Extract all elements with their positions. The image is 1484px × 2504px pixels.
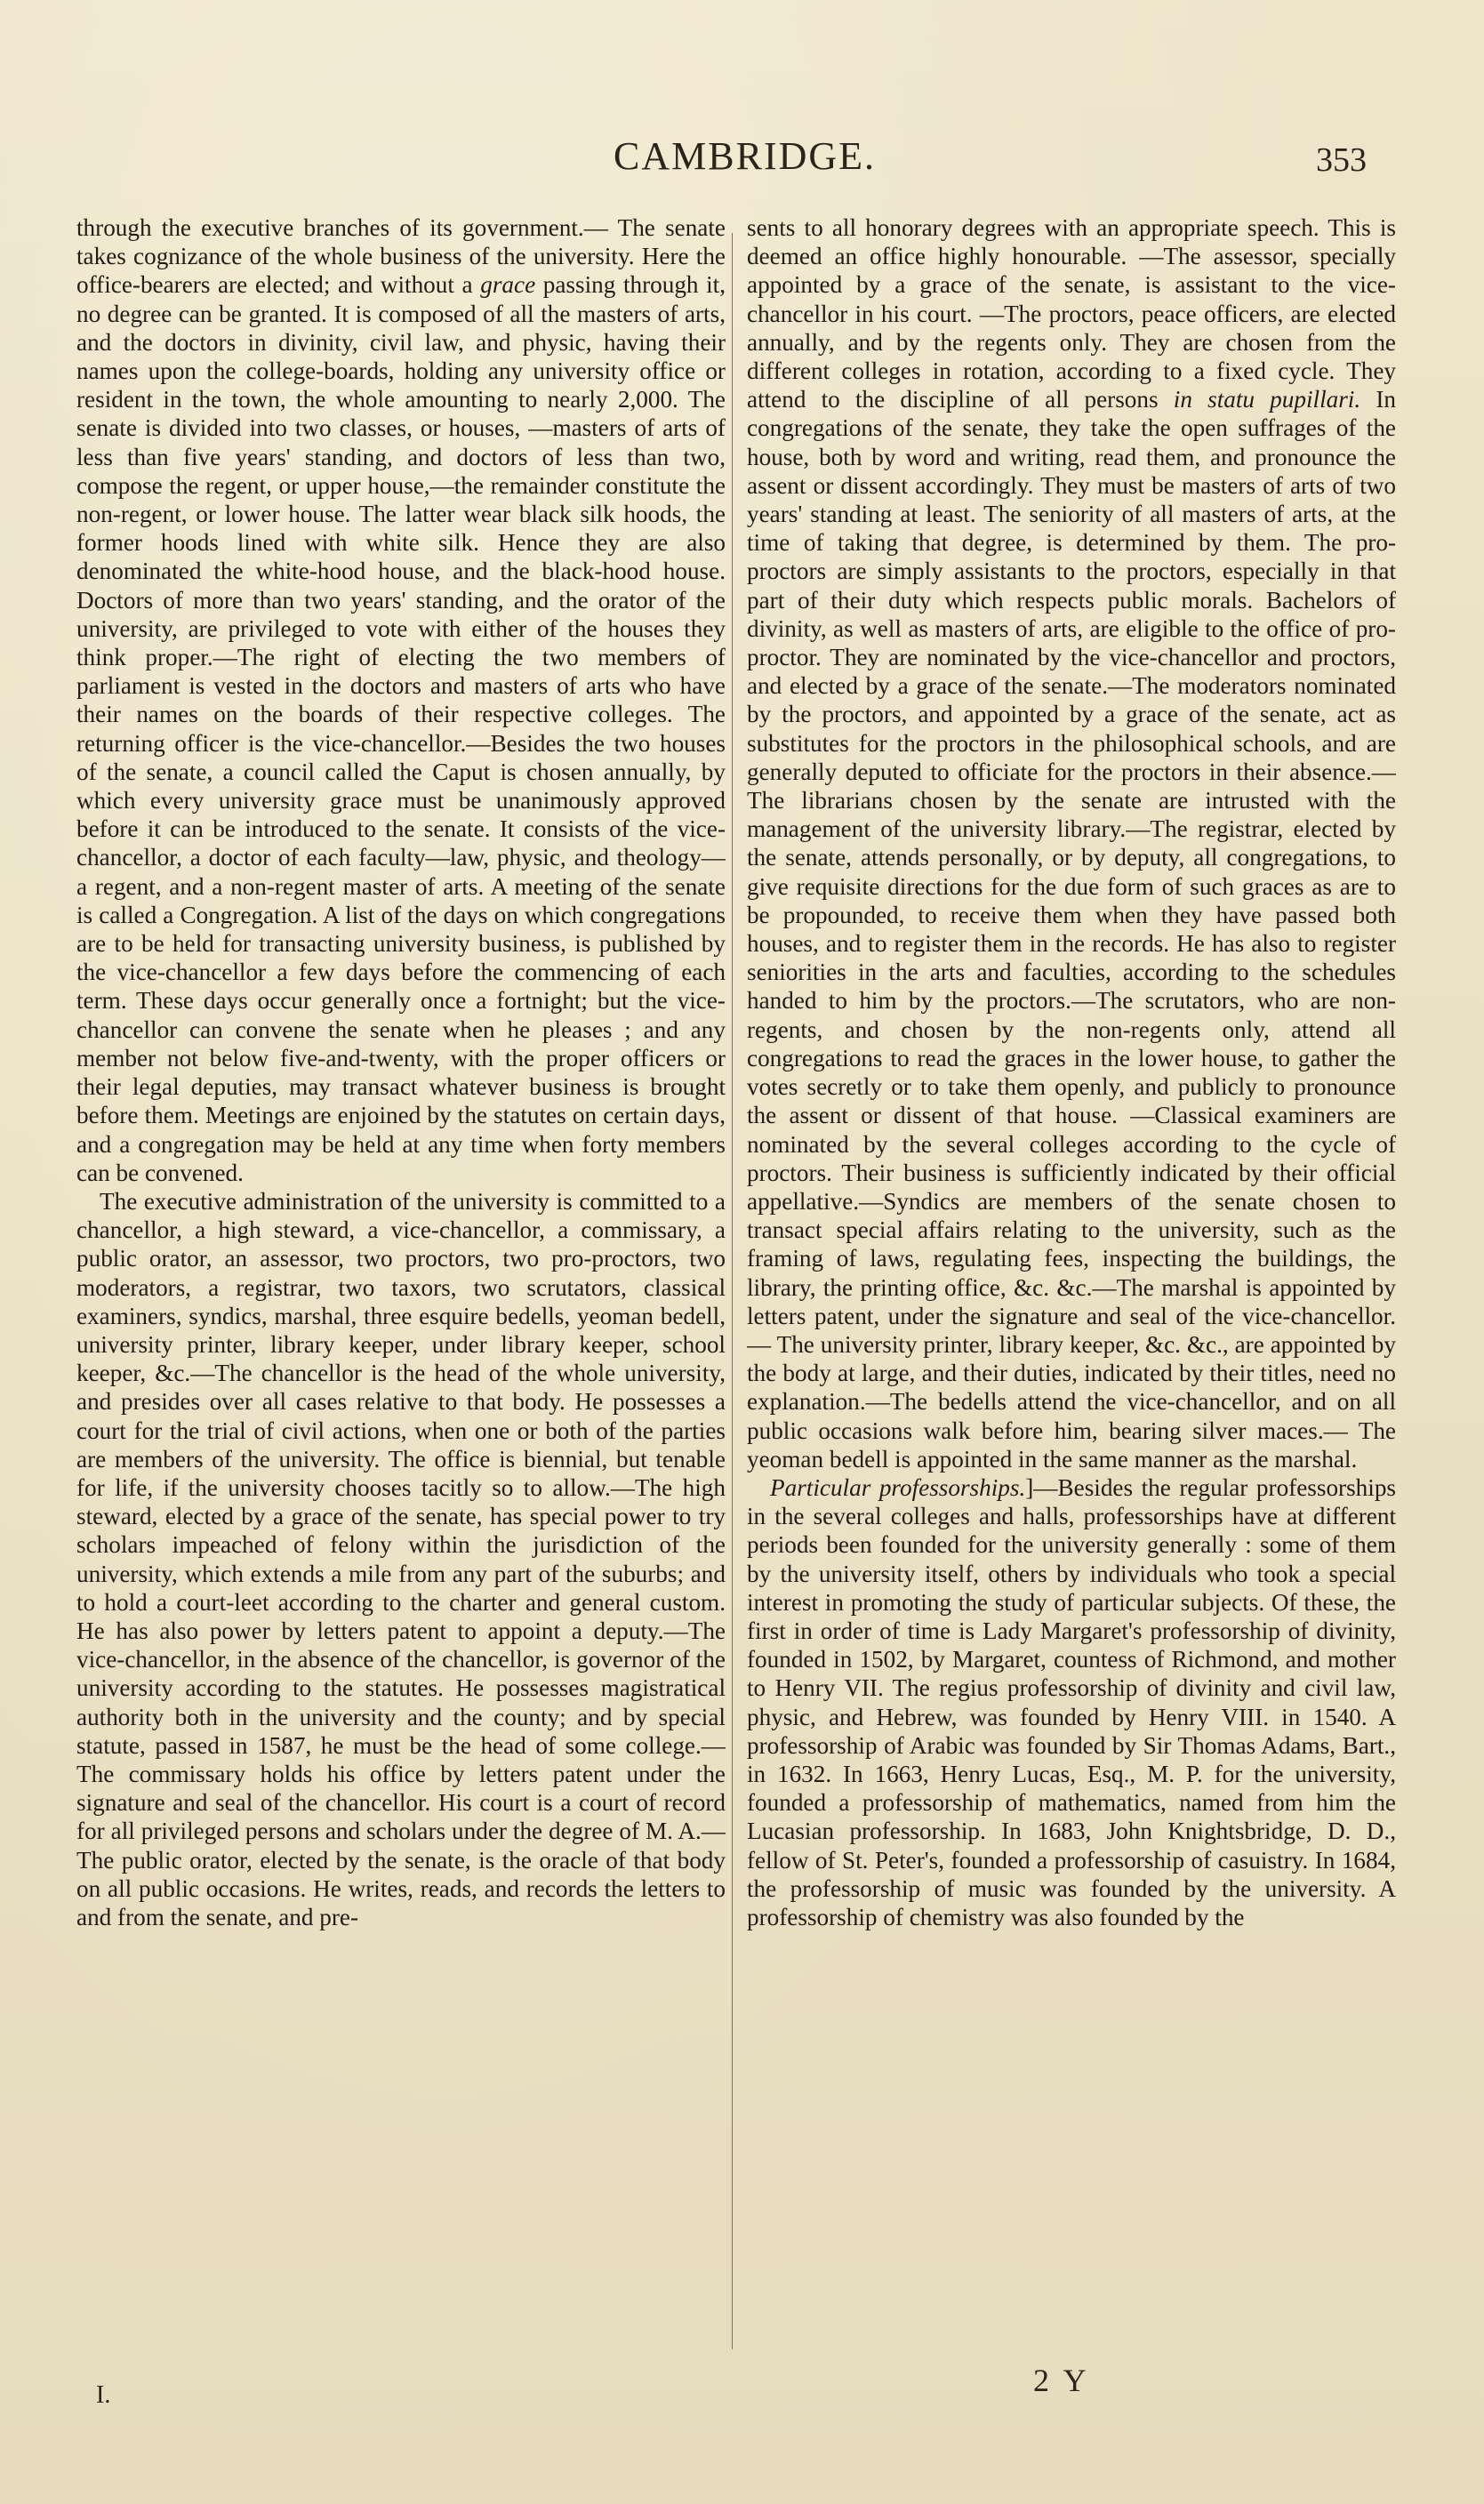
right-column <box>747 213 1396 2348</box>
right-paragraph-2 <box>747 1473 1396 1931</box>
page-title: CAMBRIDGE. <box>614 134 877 178</box>
volume-mark: I. <box>96 2381 111 2409</box>
right-p1-text-a: sents to all honorary degrees with an appropriate speech. This is deemed an office highly honourable. —The assessor, specially appointed by a grace of the senate, is assistant to the vice-chancellor in his court. —The proctors, peace officers, are elected annually, and by the regents only. They are chosen from the different colleges in rotation, according to a fixed cycle. They attend to the discipline of all persons <box>747 214 1396 413</box>
page-number: 353 <box>1316 141 1367 179</box>
professorships-heading: Particular professorships. <box>770 1473 1026 1501</box>
left-p1-text: through the executive branches of its government.— The senate takes cognizance of the whole business of the university. Here the office-bearers are elected; and without a <box>76 214 726 299</box>
column-divider <box>732 233 733 2349</box>
right-paragraph-1 <box>747 213 1396 1473</box>
left-paragraph-1 <box>76 213 726 1187</box>
left-p1-italic: grace <box>480 271 536 299</box>
left-column <box>76 213 726 2348</box>
signature-mark: 2 Y <box>1033 2363 1090 2398</box>
right-p1-italic: in statu pupillari. <box>1173 386 1361 413</box>
right-p1-text-b: In congregations of the senate, they take the open suffrages of the house, both by word and writing, read them, and pronounce the assent or dissent accordingly. They must be masters of arts of two years' standing at least. The seniority of all masters of arts, at the time of taking that degree, is determined by them. The pro-proctors are simply assistants to the proctors, especially in that part of their duty which respects public morals. Bachelors of divinity, as well as masters of arts, are eligible to the office of pro-proctor. They are nominated by the vice-chancellor and proctors, and elected by a grace of the senate.—The moderators nominated by the proctors, and appointed by a grace of the senate, act as substitutes for the proctors in the philosophical schools, and are generally deputed to officiate for the proctors in their absence.—The librarians chosen by the senate are intrusted with the management of the university library.—The registrar, elected by the senate, attends personally, or by deputy, all congregations, to give requisite directions for the due form of such graces as are to be propounded, to receive them when they have passed both houses, and to register them in the records. He has also to register seniorities in the arts and faculties, according to the schedules handed to him by the proctors.—The scrutators, who are non-regents, and chosen by the non-regents only, attend all congregations to read the graces in the lower house, to gather the votes secretly or to take them openly, and publicly to pronounce the assent or dissent of that house. —Classical examiners are nominated by the several colleges according to the cycle of proctors. Their business is sufficiently indicated by their official appellative.—Syndics are members of the senate chosen to transact special affairs relating to the university, such as the framing of laws, regulating fees, inspecting the buildings, the library, the printing office, &c. &c.—The marshal is appointed by letters patent, under the signature and seal of the vice-chancellor.— The university printer, library keeper, &c. &c., are appointed by the body at large, and their duties, indicated by their titles, need no explanation.—The bedells attend the vice-chancellor, and on all public occasions walk before him, bearing silver maces.— The yeoman bedell is appointed in the same manner as the marshal. <box>747 386 1396 1473</box>
left-p1-rest: passing through it, no degree can be granted. It is composed of all the masters of arts, and the doctors in divinity, civil law, and physic, having their names upon the college-boards, holding any university office or resident in the town, the whole amounting to nearly 2,000. The senate is divided into two classes, or houses, —masters of arts of less than five years' standing, and doctors of less than two, compose the regent, or upper house,—the remainder constitute the non-regent, or lower house. The latter wear black silk hoods, the former hoods lined with white silk. Hence they are also denominated the white-hood house, and the black-hood house. Doctors of more than two years' standing, and the orator of the university, are privileged to vote with either of the houses they think proper.—The right of electing the two members of parliament is vested in the doctors and masters of arts who have their names on the boards of their respective colleges. The returning officer is the vice-chancellor.—Besides the two houses of the senate, a council called the Caput is chosen annually, by which every university grace must be unanimously approved before it can be introduced to the senate. It consists of the vice-chancellor, a doctor of each faculty—law, physic, and theology— a regent, and a non-regent master of arts. A meeting of the senate is called a Congregation. A list of the days on which congregations are to be held for transacting university business, is published by the vice-chancellor a few days before the commencing of each term. These days occur generally once a fortnight; but the vice-chancellor can convene the senate when he pleases ; and any member not below five-and-twenty, with the proper officers or their legal deputies, may transact whatever business is brought before them. Meetings are enjoined by the statutes on certain days, and a congregation may be held at any time when forty members can be convened. <box>76 271 726 1186</box>
running-head <box>0 133 1484 187</box>
right-p2-text: ]—Besides the regular professorships in the several colleges and halls, professorships have at different periods been founded for the university generally : some of them by the university itself, others by individuals who took a special interest in promoting the study of particular subjects. Of these, the first in order of time is Lady Margaret's professorship of divinity, founded in 1502, by Margaret, countess of Richmond, and mother to Henry VII. The regius professorship of divinity and civil law, physic, and Hebrew, was founded by Henry VIII. in 1540. A professorship of Arabic was founded by Sir Thomas Adams, Bart., in 1632. In 1663, Henry Lucas, Esq., M. P. for the university, founded a professorship of mathematics, named from him the Lucasian professorship. In 1683, John Knightsbridge, D. D., fellow of St. Peter's, founded a professorship of casuistry. In 1684, the professorship of music was founded by the university. A professorship of chemistry was also founded by the <box>747 1473 1396 1930</box>
left-paragraph-2: The executive administration of the university is committed to a chancellor, a high steward, a vice-chancellor, a commissary, a public orator, an assessor, two proctors, two pro-proctors, two moderators, a registrar, two taxors, two scrutators, classical examiners, syndics, marshal, three esquire bedells, yeoman bedell, university printer, library keeper, under library keeper, school keeper, &c.—The chancellor is the head of the whole university, and presides over all cases relative to that body. He possesses a court for the trial of civil actions, when one or both of the parties are members of the university. The office is biennial, but tenable for life, if the university chooses tacitly so to allow.—The high steward, elected by a grace of the senate, has special power to try scholars impeached of felony within the jurisdiction of the university, which extends a mile from any part of the suburbs; and to hold a court-leet according to the charter and general custom. He has also power by letters patent to appoint a deputy.—The vice-chancellor, in the absence of the chancellor, is governor of the university according to the statutes. He possesses magistratical authority both in the university and the county; and by special statute, passed in 1587, he must be the head of some college.—The commissary holds his office by letters patent under the signature and seal of the chancellor. His court is a court of record for all privileged persons and scholars under the degree of M. A.—The public orator, elected by the senate, is the oracle of that body on all public occasions. He writes, reads, and records the letters to and from the senate, and pre- <box>76 1187 726 1930</box>
